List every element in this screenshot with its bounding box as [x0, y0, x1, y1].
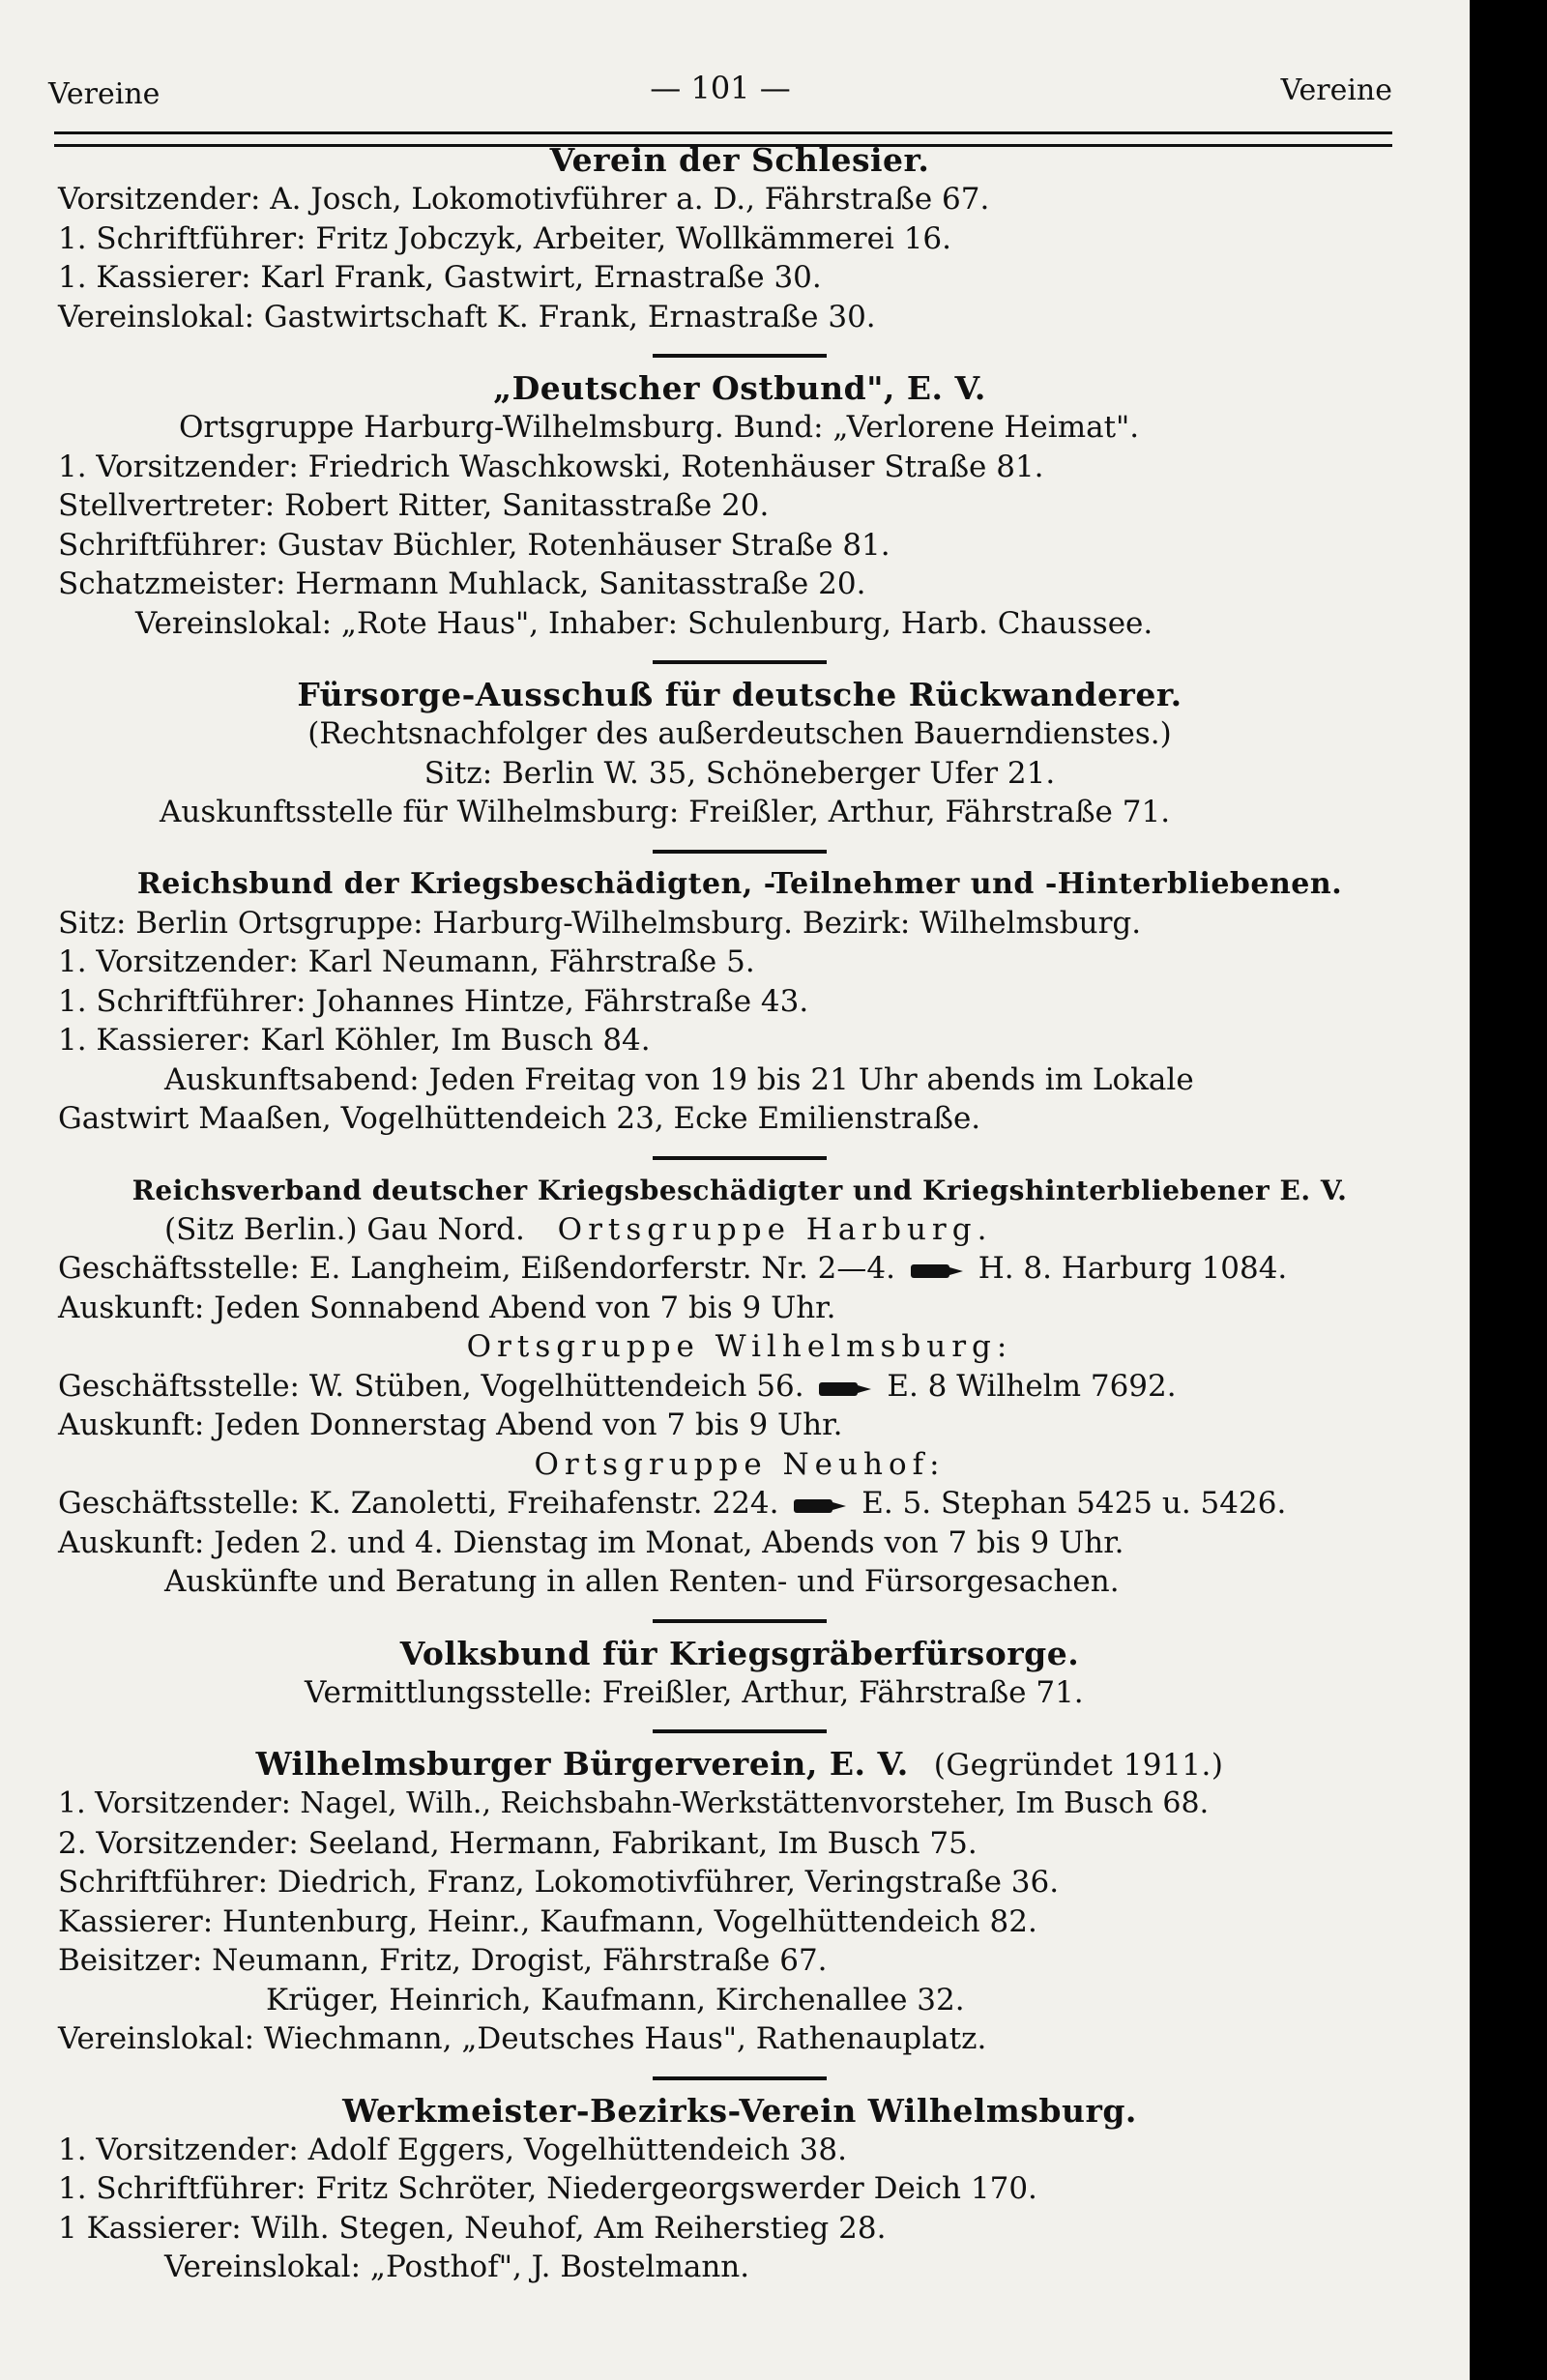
entry-line: Krüger, Heinrich, Kaufmann, Kirchenallee 32.: [266, 1982, 965, 2017]
page-content: [58, 141, 1421, 2287]
section-title: Reichsverband deutscher Kriegsbeschädigter und Kriegshinterbliebener E. V.: [131, 1174, 1348, 1206]
entry-line: Sitz: Berlin Ortsgruppe: Harburg-Wilhelmsburg. Bezirk: Wilhelmsburg.: [58, 905, 1142, 941]
header-right: Vereine: [1280, 73, 1392, 107]
subsection-title: Ortsgruppe Wilhelmsburg:: [466, 1329, 1013, 1364]
entry-line: 1. Vorsitzender: Adolf Eggers, Vogelhüttendeich 38.: [58, 2132, 847, 2167]
entry-line: 1. Schriftführer: Fritz Jobczyk, Arbeiter, Wollkämmerei 16.: [58, 220, 951, 256]
section-divider: [653, 1619, 827, 1623]
entry-text: Geschäftsstelle: W. Stüben, Vogelhüttendeich 56.: [58, 1368, 804, 1404]
entry-line: Sitz: Berlin W. 35, Schöneberger Ufer 21.: [423, 755, 1056, 791]
section-buergerverein: [58, 1745, 1421, 2059]
section-deutscher-ostbund: [58, 369, 1421, 643]
entry-line: 1. Vorsitzender: Friedrich Waschkowski, Rotenhäuser Straße 81.: [58, 449, 1044, 484]
entry-line: 1. Vorsitzender: Nagel, Wilh., Reichsbahn-Werkstättenvorsteher, Im Busch 68.: [58, 1786, 1210, 1820]
section-divider: [653, 850, 827, 854]
page-header: [48, 70, 1392, 118]
entry-line: Auskünfte und Beratung in allen Renten- und Fürsorgesachen.: [164, 1564, 1120, 1599]
entry-text: (Sitz Berlin.) Gau Nord.: [164, 1211, 525, 1247]
entry-text: Ortsgruppe Harburg.: [557, 1211, 993, 1247]
entry-line: Vorsitzender: A. Josch, Lokomotivführer a. D., Fährstraße 67.: [58, 182, 990, 217]
entry-line: [58, 1367, 1421, 1407]
entry-line: 2. Vorsitzender: Seeland, Hermann, Fabrikant, Im Busch 75.: [58, 1825, 978, 1861]
entry-line: 1. Schriftführer: Johannes Hintze, Fährstraße 43.: [58, 983, 809, 1019]
entry-line: Schatzmeister: Hermann Muhlack, Sanitasstraße 20.: [58, 566, 866, 601]
section-title: „Deutscher Ostbund", E. V.: [493, 369, 986, 407]
section-verein-der-schlesier: [58, 141, 1421, 336]
entry-line: Auskunftsstelle für Wilhelmsburg: Freißler, Arthur, Fährstraße 71.: [160, 795, 1171, 829]
section-volksbund: [58, 1635, 1421, 1713]
entry-line: Ortsgruppe Harburg-Wilhelmsburg. Bund: „Verlorene Heimat".: [179, 410, 1140, 445]
section-title: Volksbund für Kriegsgräberfürsorge.: [399, 1634, 1080, 1672]
entry-line: Schriftführer: Diedrich, Franz, Lokomotivführer, Veringstraße 36.: [58, 1865, 1060, 1900]
telephone-icon: [911, 1264, 963, 1278]
section-reichsbund: [58, 865, 1421, 1139]
entry-line: Stellvertreter: Robert Ritter, Sanitasstraße 20.: [58, 488, 770, 523]
entry-line: Gastwirt Maaßen, Vogelhüttendeich 23, Ecke Emilienstraße.: [58, 1101, 981, 1136]
entry-line: 1. Vorsitzender: Karl Neumann, Fährstraße 5.: [58, 944, 755, 979]
entry-line: 1 Kassierer: Wilh. Stegen, Neuhof, Am Reiherstieg 28.: [58, 2210, 887, 2246]
entry-line: [58, 1484, 1421, 1524]
section-divider: [653, 354, 827, 358]
entry-line: Auskunft: Jeden Sonnabend Abend von 7 bis 9 Uhr.: [58, 1290, 836, 1325]
section-title: [58, 1745, 1421, 1785]
entry-line: [58, 1210, 1421, 1250]
entry-line: Vereinslokal: Gastwirtschaft K. Frank, Ernastraße 30.: [58, 299, 876, 334]
section-reichsverband: [58, 1172, 1421, 1602]
section-title: Verein der Schlesier.: [549, 141, 930, 179]
telephone-icon: [819, 1382, 871, 1396]
page-number: — 101 —: [650, 70, 791, 106]
entry-line: Vereinslokal: Wiechmann, „Deutsches Haus", Rathenauplatz.: [58, 2021, 987, 2056]
entry-line: [58, 1249, 1421, 1289]
entry-line: Vereinslokal: „Rote Haus", Inhaber: Schulenburg, Harb. Chaussee.: [135, 605, 1153, 641]
header-left: Vereine: [48, 77, 161, 111]
section-divider: [653, 1156, 827, 1160]
subsection-title: Ortsgruppe Neuhof:: [534, 1446, 946, 1482]
entry-line: Vermittlungsstelle: Freißler, Arthur, Fährstraße 71.: [305, 1674, 1084, 1710]
entry-text: Geschäftsstelle: K. Zanoletti, Freihafenstr. 224.: [58, 1486, 779, 1521]
section-title: Fürsorge-Ausschuß für deutsche Rückwanderer.: [297, 676, 1182, 713]
entry-line: Vereinslokal: „Posthof", J. Bostelmann.: [164, 2249, 750, 2284]
entry-text: E. 8 Wilhelm 7692.: [887, 1368, 1177, 1404]
entry-line: Auskunft: Jeden 2. und 4. Dienstag im Monat, Abends von 7 bis 9 Uhr.: [58, 1524, 1124, 1560]
entry-line: 1. Schriftführer: Fritz Schröter, Niedergeorgswerder Deich 170.: [58, 2171, 1037, 2206]
section-title-text: Wilhelmsburger Bürgerverein, E. V.: [255, 1745, 909, 1783]
telephone-icon: [794, 1499, 846, 1513]
entry-text: Geschäftsstelle: E. Langheim, Eißendorferstr. Nr. 2—4.: [58, 1251, 895, 1286]
section-title-suffix: (Gegründet 1911.): [933, 1748, 1224, 1783]
section-divider: [653, 660, 827, 664]
section-fuersorge-ausschuss: [58, 676, 1421, 832]
section-divider: [653, 1729, 827, 1733]
entry-line: Auskunftsabend: Jeden Freitag von 19 bis 21 Uhr abends im Lokale: [164, 1061, 1194, 1097]
section-werkmeister-verein: [58, 2092, 1421, 2287]
section-title: Reichsbund der Kriegsbeschädigten, -Teilnehmer und -Hinterbliebenen.: [136, 866, 1343, 901]
entry-line: Schriftführer: Gustav Büchler, Rotenhäuser Straße 81.: [58, 527, 890, 563]
entry-line: 1. Kassierer: Karl Köhler, Im Busch 84.: [58, 1023, 651, 1058]
section-divider: [653, 2076, 827, 2080]
entry-text: H. 8. Harburg 1084.: [978, 1251, 1288, 1286]
entry-line: Auskunft: Jeden Donnerstag Abend von 7 bis 9 Uhr.: [58, 1408, 843, 1442]
section-title: Werkmeister-Bezirks-Verein Wilhelmsburg.: [342, 2091, 1137, 2130]
entry-line: Kassierer: Huntenburg, Heinr., Kaufmann, Vogelhüttendeich 82.: [58, 1903, 1037, 1939]
entry-line: 1. Kassierer: Karl Frank, Gastwirt, Ernastraße 30.: [58, 260, 822, 295]
entry-line: (Rechtsnachfolger des außerdeutschen Bauerndienstes.): [307, 716, 1172, 751]
entry-line: Beisitzer: Neumann, Fritz, Drogist, Fährstraße 67.: [58, 1943, 828, 1978]
entry-text: E. 5. Stephan 5425 u. 5426.: [861, 1486, 1287, 1521]
